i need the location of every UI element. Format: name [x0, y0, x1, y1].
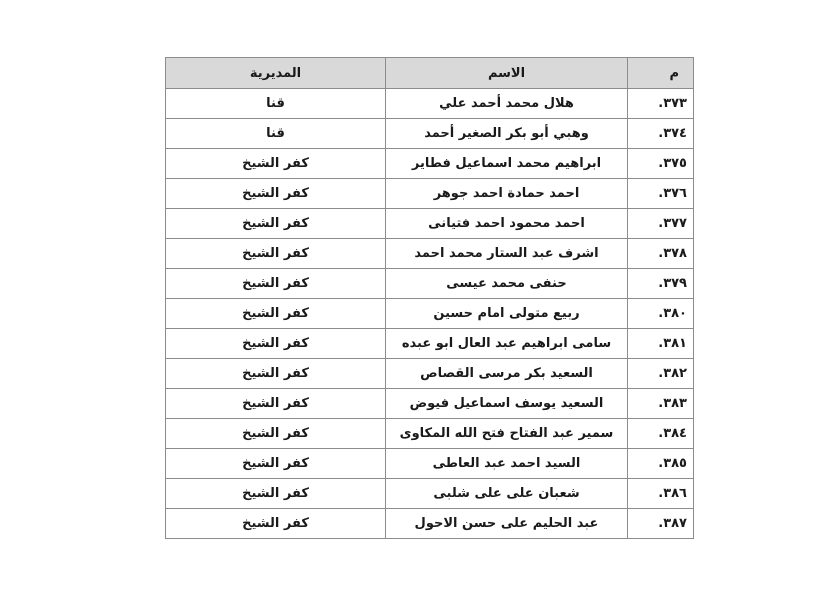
- row-number: ٣٨٦.: [628, 479, 694, 509]
- row-number: ٣٨١.: [628, 329, 694, 359]
- row-name: ابراهيم محمد اسماعيل فطاير: [386, 149, 628, 179]
- row-number: ٣٨٤.: [628, 419, 694, 449]
- row-directorate: كفر الشيخ: [166, 149, 386, 179]
- row-directorate: كفر الشيخ: [166, 209, 386, 239]
- row-number: ٣٨٧.: [628, 509, 694, 539]
- row-name: السعيد بكر مرسى القصاص: [386, 359, 628, 389]
- table-row: [166, 119, 694, 149]
- table-row: [166, 479, 694, 509]
- row-name: هلال محمد أحمد علي: [386, 89, 628, 119]
- row-directorate: كفر الشيخ: [166, 389, 386, 419]
- header-number: م: [628, 58, 694, 89]
- row-directorate: كفر الشيخ: [166, 299, 386, 329]
- row-directorate: كفر الشيخ: [166, 509, 386, 539]
- row-directorate: كفر الشيخ: [166, 419, 386, 449]
- row-name: السعيد يوسف اسماعيل فيوض: [386, 389, 628, 419]
- row-number: ٣٧٨.: [628, 239, 694, 269]
- row-name: احمد حمادة احمد جوهر: [386, 179, 628, 209]
- row-directorate: كفر الشيخ: [166, 449, 386, 479]
- table-row: [166, 239, 694, 269]
- row-name: حنفى محمد عيسى: [386, 269, 628, 299]
- row-number: ٣٧٤.: [628, 119, 694, 149]
- row-name: السيد احمد عبد العاطى: [386, 449, 628, 479]
- row-name: احمد محمود احمد فتيانى: [386, 209, 628, 239]
- table-row: [166, 149, 694, 179]
- table-row: [166, 329, 694, 359]
- table-row: [166, 449, 694, 479]
- row-number: ٣٨٢.: [628, 359, 694, 389]
- row-directorate: كفر الشيخ: [166, 239, 386, 269]
- row-directorate: قنا: [166, 119, 386, 149]
- row-name: وهبي أبو بكر الصغير أحمد: [386, 119, 628, 149]
- table-row: [166, 389, 694, 419]
- table-row: [166, 419, 694, 449]
- row-name: ربيع متولى امام حسين: [386, 299, 628, 329]
- header-name: الاسم: [386, 58, 628, 89]
- row-number: ٣٨٣.: [628, 389, 694, 419]
- names-table: [165, 57, 694, 539]
- row-number: ٣٧٩.: [628, 269, 694, 299]
- table-header-row: [166, 58, 694, 89]
- table-row: [166, 509, 694, 539]
- row-directorate: كفر الشيخ: [166, 329, 386, 359]
- row-name: اشرف عبد الستار محمد احمد: [386, 239, 628, 269]
- row-number: ٣٧٦.: [628, 179, 694, 209]
- table-row: [166, 359, 694, 389]
- row-directorate: قنا: [166, 89, 386, 119]
- table-row: [166, 209, 694, 239]
- table-row: [166, 269, 694, 299]
- table-row: [166, 179, 694, 209]
- row-directorate: كفر الشيخ: [166, 479, 386, 509]
- row-name: سامى ابراهيم عبد العال ابو عبده: [386, 329, 628, 359]
- table-row: [166, 89, 694, 119]
- row-number: ٣٧٣.: [628, 89, 694, 119]
- row-number: ٣٨٠.: [628, 299, 694, 329]
- row-directorate: كفر الشيخ: [166, 269, 386, 299]
- header-directorate: المديرية: [166, 58, 386, 89]
- row-number: ٣٧٥.: [628, 149, 694, 179]
- row-name: سمير عبد الفتاح فتح الله المكاوى: [386, 419, 628, 449]
- row-number: ٣٨٥.: [628, 449, 694, 479]
- row-directorate: كفر الشيخ: [166, 359, 386, 389]
- row-name: عبد الحليم على حسن الاحول: [386, 509, 628, 539]
- row-number: ٣٧٧.: [628, 209, 694, 239]
- table-row: [166, 299, 694, 329]
- row-name: شعبان على على شلبى: [386, 479, 628, 509]
- row-directorate: كفر الشيخ: [166, 179, 386, 209]
